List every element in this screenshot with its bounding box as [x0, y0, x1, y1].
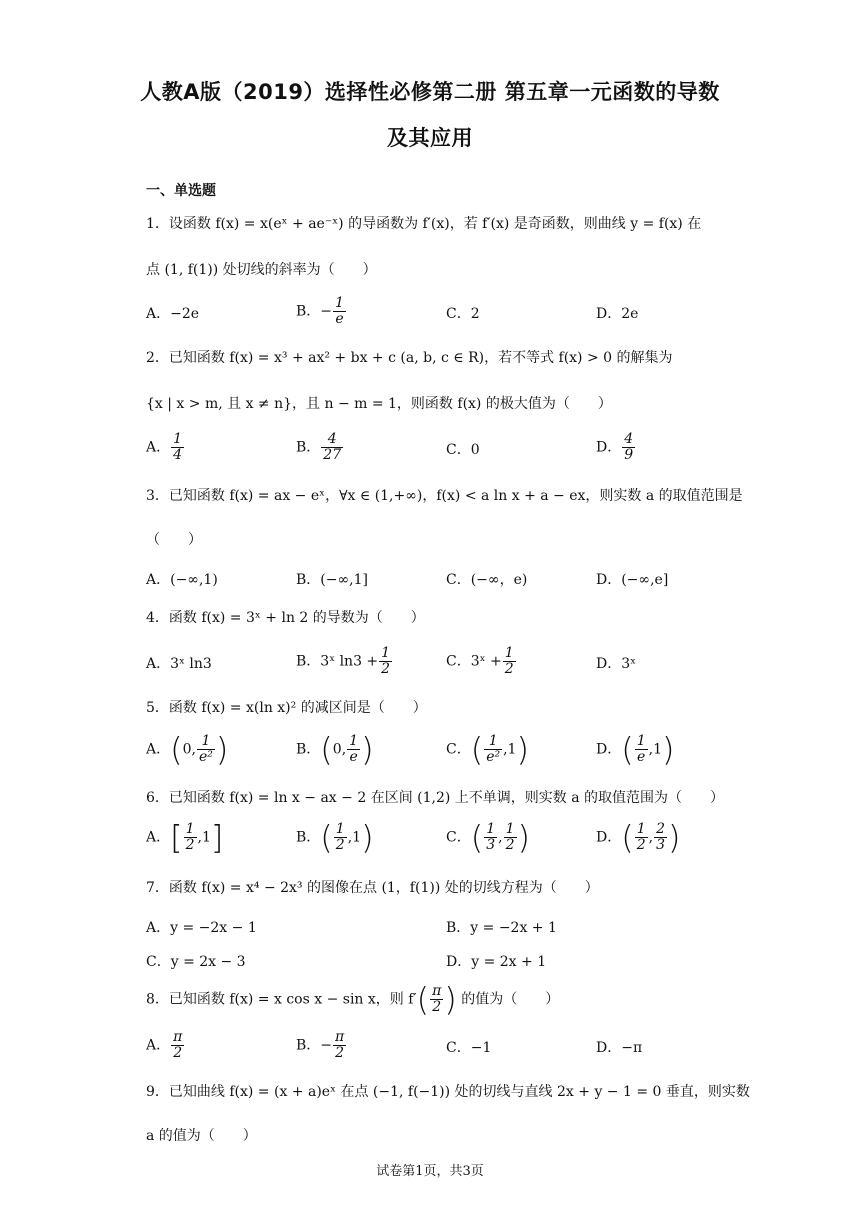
- question-3-option-c: C．(−∞，e): [446, 572, 528, 588]
- document-title: 人教A版（2019）选择性必修第二册 第五章一元函数的导数: [140, 80, 720, 104]
- question-8-option-c: C．−1: [446, 1040, 492, 1056]
- question-3-text: 3．已知函数 f(x) = ax − eˣ，∀x ∈ (1,+∞)，f(x) < a ln x + a − ex，则实数 a 的取值范围是: [146, 488, 743, 504]
- question-9-text-continued: a 的值为（ ）: [146, 1128, 257, 1144]
- question-8-option-d: D．−π: [596, 1040, 643, 1056]
- question-2-option-c: C．0: [446, 442, 480, 458]
- question-8-text: 8．已知函数 f(x) = x cos x − sin x，则 f′( $\frac{\pi}{2}$ ) 的值为（ ）: [146, 980, 560, 1019]
- question-7-option-d: D．y = 2x + 1: [446, 954, 547, 970]
- question-6-text: 6．已知函数 f(x) = ln x − ax − 2 在区间 (1,2) 上不单调，则实数 a 的取值范围为（ ）: [146, 790, 725, 806]
- question-8-option-a: A． $\frac{\pi}{2}$: [146, 1029, 183, 1061]
- question-1-option-a: A．−2e: [146, 306, 200, 322]
- question-5-option-d: D．( $\frac{1}{e}$ ,1): [596, 730, 675, 769]
- question-4-option-b: B．3ˣ ln3 + $\frac{1}{2}$: [296, 645, 391, 677]
- question-1-option-b: B．− $\frac{1}{e}$: [296, 295, 344, 327]
- page-footer: 试卷第1页，共3页: [376, 1164, 484, 1179]
- question-4-option-c: C．3ˣ + $\frac{1}{2}$: [446, 645, 514, 677]
- section-heading: 一、单选题: [146, 183, 216, 199]
- question-1-option-c: C．2: [446, 306, 480, 322]
- question-6-option-a: A．[ $\frac{1}{2}$ ,1]: [146, 818, 224, 857]
- question-7-option-b: B．y = −2x + 1: [446, 920, 557, 936]
- question-7-option-c: C．y = 2x − 3: [146, 954, 246, 970]
- question-6-option-c: C．( $\frac{1}{3}$ , $\frac{1}{2}$ ): [446, 818, 530, 857]
- question-3-option-a: A．(−∞,1): [146, 572, 218, 588]
- question-3-text-continued: （ ）: [146, 532, 202, 548]
- question-5-option-b: B．(0, $\frac{1}{e}$ ): [296, 730, 374, 769]
- question-9-text: 9．已知曲线 f(x) = (x + a)eˣ 在点 (−1, f(−1)) 处的切线与直线 2x + y − 1 = 0 垂直，则实数: [146, 1084, 750, 1100]
- question-4-option-d: D．3ˣ: [596, 656, 637, 672]
- question-1-option-d: D．2e: [596, 306, 639, 322]
- question-5-option-c: C．( $\frac{1}{\text{e²}}$ ,1): [446, 730, 529, 769]
- question-1-text: 1．设函数 f(x) = x(eˣ + ae⁻ˣ) 的导函数为 f′(x)，若 f′(x) 是奇函数，则曲线 y = f(x) 在: [146, 216, 702, 232]
- question-2-option-d: D． $\frac{4}{9}$: [596, 431, 634, 463]
- document-title-continued: 及其应用: [387, 126, 473, 150]
- question-7-option-a: A．y = −2x − 1: [146, 920, 257, 936]
- question-2-text-continued: {x | x > m, 且 x ≠ n}，且 n − m = 1，则函数 f(x) 的极大值为（ ）: [146, 396, 612, 412]
- question-4-option-a: A．3ˣ ln3: [146, 656, 212, 672]
- question-5-option-a: A．(0, $\frac{1}{\text{e²}}$ ): [146, 730, 229, 769]
- question-6-option-d: D．( $\frac{1}{2}$ , $\frac{2}{3}$ ): [596, 818, 681, 857]
- question-8-option-b: B．− $\frac{\pi}{2}$: [296, 1029, 345, 1061]
- question-3-option-d: D．(−∞,e]: [596, 572, 669, 588]
- question-3-option-b: B．(−∞,1]: [296, 572, 368, 588]
- question-5-text: 5．函数 f(x) = x(ln x)² 的减区间是（ ）: [146, 700, 427, 716]
- question-2-option-a: A． $\frac{1}{4}$: [146, 431, 183, 463]
- question-6-option-b: B．( $\frac{1}{2}$ ,1): [296, 818, 374, 857]
- question-4-text: 4．函数 f(x) = 3ˣ + ln 2 的导数为（ ）: [146, 610, 425, 626]
- question-1-text-continued: 点 (1, f(1)) 处切线的斜率为（ ）: [146, 262, 377, 278]
- question-7-text: 7．函数 f(x) = x⁴ − 2x³ 的图像在点 (1，f(1)) 处的切线方程为（ ）: [146, 880, 599, 896]
- question-2-option-b: B． $\frac{4}{27}$: [296, 431, 342, 463]
- question-2-text: 2．已知函数 f(x) = x³ + ax² + bx + c (a, b, c ∈ R)，若不等式 f(x) > 0 的解集为: [146, 350, 673, 366]
